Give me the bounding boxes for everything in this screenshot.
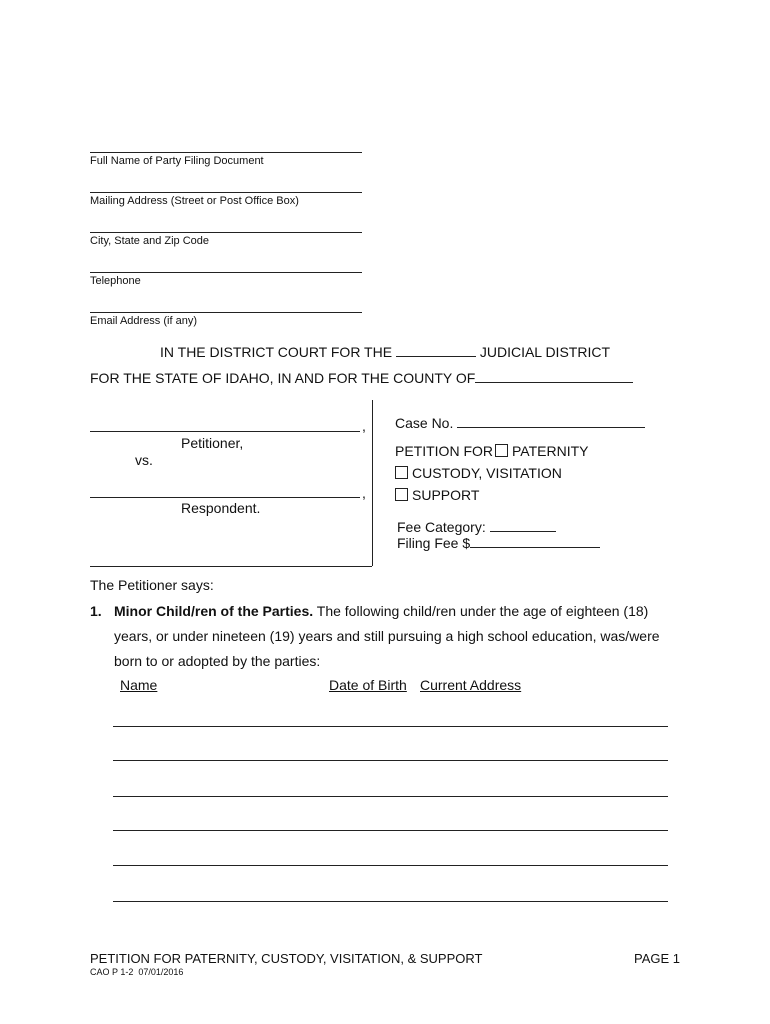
full-name-label: Full Name of Party Filing Document (90, 155, 264, 167)
mailing-address-line[interactable] (90, 192, 362, 193)
item1-heading: Minor Child/ren of the Parties. (114, 603, 314, 619)
support-option-label: SUPPORT (412, 487, 480, 503)
email-line[interactable] (90, 312, 362, 313)
city-state-zip-label: City, State and Zip Code (90, 235, 210, 247)
caption-bottom-line (90, 566, 372, 567)
child-entry-line[interactable] (113, 726, 668, 727)
filing-fee-blank[interactable] (470, 535, 600, 548)
telephone-label: Telephone (90, 275, 141, 287)
telephone-line[interactable] (90, 272, 362, 273)
column-header-name: Name (120, 677, 158, 693)
child-entry-line[interactable] (113, 760, 668, 761)
footer-title: PETITION FOR PATERNITY, CUSTODY, VISITATION, & SUPPORT (90, 951, 483, 966)
vs-label: vs. (135, 452, 153, 468)
item1-number: 1. (90, 603, 102, 619)
mailing-address-label: Mailing Address (Street or Post Office Box) (90, 195, 299, 207)
paternity-option-label: PATERNITY (512, 443, 589, 459)
footer-form-id: CAO P 1-2 07/01/2016 (90, 967, 184, 977)
email-label: Email Address (if any) (90, 315, 197, 327)
filing-fee-row (397, 535, 600, 551)
column-header-dob: Date of Birth (329, 677, 407, 693)
custody-visitation-option-label: CUSTODY, VISITATION (412, 465, 562, 481)
petitioner-says: The Petitioner says: (90, 577, 214, 593)
case-no-label: Case No. (395, 415, 454, 431)
support-checkbox[interactable] (395, 488, 408, 501)
court-heading-line2 (90, 370, 633, 386)
fee-category-row (397, 519, 556, 535)
item1-text-line1: The following child/ren under the age of eighteen (18) (316, 603, 649, 619)
item1-line1 (114, 603, 648, 619)
child-entry-line[interactable] (113, 865, 668, 866)
item1-text-line2: years, or under nineteen (19) years and still pursuing a high school education, was/were (114, 628, 660, 644)
respondent-comma: , (362, 485, 366, 501)
court-line2-text: FOR THE STATE OF IDAHO, IN AND FOR THE COUNTY OF (90, 370, 476, 386)
petitioner-label: Petitioner, (181, 435, 244, 451)
court-heading-line1 (160, 344, 610, 360)
city-state-zip-line[interactable] (90, 232, 362, 233)
custody-visitation-checkbox[interactable] (395, 466, 408, 479)
court-line1-prefix: IN THE DISTRICT COURT FOR THE (160, 344, 393, 360)
court-line1-suffix: JUDICIAL DISTRICT (479, 344, 610, 360)
case-no-blank[interactable] (457, 415, 645, 428)
respondent-name-line[interactable] (90, 497, 360, 498)
item1-text-line3: born to or adopted by the parties: (114, 653, 321, 669)
column-header-address: Current Address (420, 677, 522, 693)
respondent-label: Respondent. (181, 500, 261, 516)
child-entry-line[interactable] (113, 901, 668, 902)
petition-for-label: PETITION FOR (395, 443, 493, 459)
child-entry-line[interactable] (113, 796, 668, 797)
fee-category-blank[interactable] (490, 519, 556, 532)
judicial-district-blank[interactable] (396, 344, 476, 357)
petitioner-comma: , (362, 418, 366, 434)
footer-page-number: PAGE 1 (634, 951, 681, 966)
county-blank[interactable] (475, 370, 633, 383)
full-name-line[interactable] (90, 152, 362, 153)
fee-category-label: Fee Category: (397, 519, 486, 535)
petitioner-name-line[interactable] (90, 431, 360, 432)
case-no-row (395, 415, 645, 431)
caption-divider (372, 400, 373, 566)
paternity-checkbox[interactable] (495, 444, 508, 457)
filing-fee-label: Filing Fee $ (397, 535, 471, 551)
child-entry-line[interactable] (113, 830, 668, 831)
